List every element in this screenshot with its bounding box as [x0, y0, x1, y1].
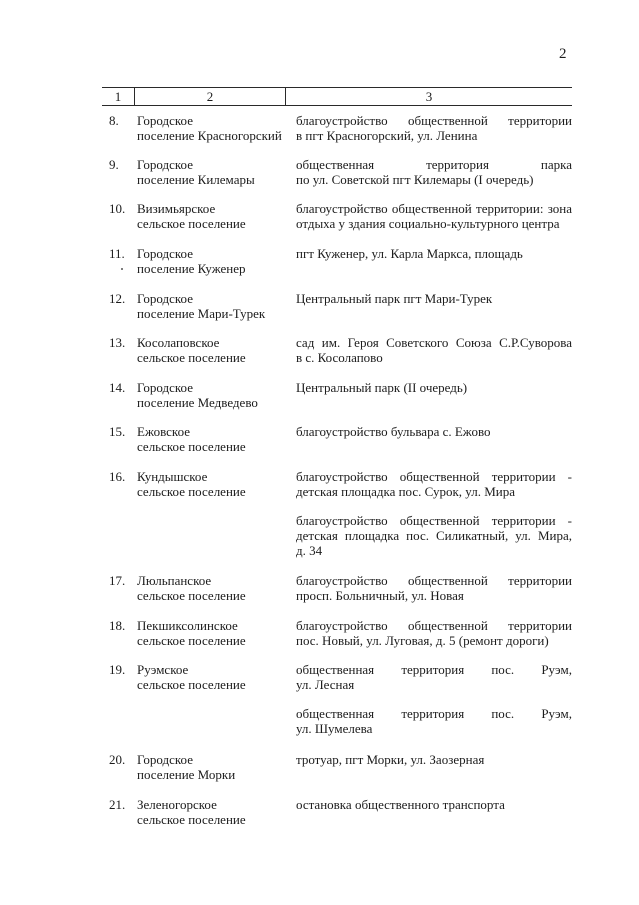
- municipality-line: сельское поселение: [137, 216, 246, 231]
- project-line: сад им. Героя Советского Союза С.Р.Суворова: [296, 335, 572, 350]
- project-description: [296, 573, 572, 603]
- project-line: ул. Лесная: [296, 677, 355, 692]
- municipality-line: Зеленогорское: [137, 797, 217, 812]
- municipality-line: сельское поселение: [137, 439, 246, 454]
- project-line: просп. Больничный, ул. Новая: [296, 588, 464, 603]
- municipality-line: Ежовское: [137, 424, 191, 439]
- project-line: Центральный парк пгт Мари-Турек: [296, 291, 493, 306]
- municipality-name: [137, 469, 287, 499]
- project-line: д. 34: [296, 543, 323, 558]
- project-line: по ул. Советской пгт Килемары (I очередь): [296, 172, 534, 187]
- project-description: [296, 618, 572, 648]
- header-col-3: 3: [425, 89, 433, 104]
- project-line: общественная территория парка: [296, 157, 572, 172]
- project-description: [296, 157, 572, 187]
- row-number: 13.: [109, 335, 126, 350]
- project-description: [296, 513, 572, 558]
- row-number: 21.: [109, 797, 126, 812]
- project-line: тротуар, пгт Морки, ул. Заозерная: [296, 752, 485, 767]
- project-line: в пгт Красногорский, ул. Ленина: [296, 128, 478, 143]
- municipality-line: поселение Мари-Турек: [137, 306, 266, 321]
- project-line: детская площадка пос. Сурок, ул. Мира: [296, 484, 516, 499]
- row-number: 9.: [109, 157, 119, 172]
- page-number: 2: [559, 46, 567, 62]
- project-line: отдыха у здания социально-культурного центра: [296, 216, 560, 231]
- project-line: детская площадка пос. Силикатный, ул. Мира,: [296, 528, 572, 543]
- municipality-line: Городское: [137, 380, 193, 395]
- project-line: ул. Шумелева: [296, 721, 373, 736]
- project-line: пгт Куженер, ул. Карла Маркса, площадь: [296, 246, 523, 261]
- project-description: [296, 201, 572, 231]
- project-line: благоустройство общественной территории: [296, 618, 572, 633]
- row-number: 19.: [109, 662, 126, 677]
- project-line: благоустройство общественной территории: зона: [296, 201, 572, 216]
- municipality-line: сельское поселение: [137, 484, 246, 499]
- municipality-name: [137, 573, 287, 603]
- municipality-name: [137, 113, 287, 143]
- municipality-line: сельское поселение: [137, 350, 246, 365]
- municipality-name: [137, 201, 287, 231]
- municipality-line: сельское поселение: [137, 677, 246, 692]
- municipality-name: [137, 618, 287, 648]
- municipality-line: Городское: [137, 246, 193, 261]
- municipality-line: сельское поселение: [137, 633, 246, 648]
- project-description: [296, 113, 572, 143]
- municipality-name: [137, 662, 287, 692]
- municipality-line: Руэмское: [137, 662, 189, 677]
- municipality-name: [137, 424, 287, 454]
- project-line: благоустройство бульвара с. Ежово: [296, 424, 491, 439]
- municipality-line: поселение Медведево: [137, 395, 258, 410]
- header-col-2: 2: [206, 89, 214, 104]
- municipality-name: [137, 157, 287, 187]
- row-number: 18.: [109, 618, 126, 633]
- project-description: [296, 662, 572, 692]
- project-description: [296, 797, 572, 812]
- row-number: 8.: [109, 113, 119, 128]
- municipality-name: [137, 380, 287, 410]
- project-description: [296, 752, 572, 767]
- project-line: общественная территория пос. Руэм,: [296, 706, 572, 721]
- project-line: в с. Косолапово: [296, 350, 383, 365]
- table-header: [102, 87, 572, 106]
- row-number: 20.: [109, 752, 126, 767]
- municipality-line: сельское поселение: [137, 812, 246, 827]
- project-line: благоустройство общественной территории -: [296, 513, 572, 528]
- municipality-line: Городское: [137, 157, 193, 172]
- municipality-name: [137, 291, 287, 321]
- row-number: 12.: [109, 291, 126, 306]
- municipality-line: поселение Куженер: [137, 261, 246, 276]
- row-number: 10.: [109, 201, 126, 216]
- row-number: 17.: [109, 573, 126, 588]
- project-line: общественная территория пос. Руэм,: [296, 662, 572, 677]
- project-line: остановка общественного транспорта: [296, 797, 505, 812]
- municipality-name: [137, 797, 287, 827]
- municipality-line: поселение Красногорский: [137, 128, 282, 143]
- project-description: [296, 424, 572, 439]
- scan-mark: [121, 268, 123, 270]
- row-number: 15.: [109, 424, 126, 439]
- project-description: [296, 335, 572, 365]
- row-number: 14.: [109, 380, 126, 395]
- municipality-line: Косолаповское: [137, 335, 220, 350]
- row-number: 11.: [109, 246, 125, 261]
- municipality-line: поселение Морки: [137, 767, 236, 782]
- project-line: благоустройство общественной территории -: [296, 469, 572, 484]
- municipality-name: [137, 246, 287, 276]
- project-line: пос. Новый, ул. Луговая, д. 5 (ремонт дороги): [296, 633, 549, 648]
- municipality-line: поселение Килемары: [137, 172, 255, 187]
- project-description: [296, 380, 572, 395]
- row-number: 16.: [109, 469, 126, 484]
- municipality-line: Городское: [137, 752, 193, 767]
- project-description: [296, 291, 572, 306]
- project-description: [296, 246, 572, 261]
- project-line: благоустройство общественной территории: [296, 113, 572, 128]
- project-line: Центральный парк (II очередь): [296, 380, 468, 395]
- municipality-line: Визимьярское: [137, 201, 216, 216]
- municipality-line: Городское: [137, 113, 193, 128]
- municipality-line: Люльпанское: [137, 573, 212, 588]
- municipality-name: [137, 752, 287, 782]
- project-description: [296, 706, 572, 736]
- project-line: благоустройство общественной территории: [296, 573, 572, 588]
- municipality-name: [137, 335, 287, 365]
- header-col-1: 1: [114, 89, 122, 104]
- project-description: [296, 469, 572, 499]
- municipality-line: сельское поселение: [137, 588, 246, 603]
- municipality-line: Городское: [137, 291, 193, 306]
- municipality-line: Пекшиксолинское: [137, 618, 238, 633]
- municipality-line: Кундышское: [137, 469, 208, 484]
